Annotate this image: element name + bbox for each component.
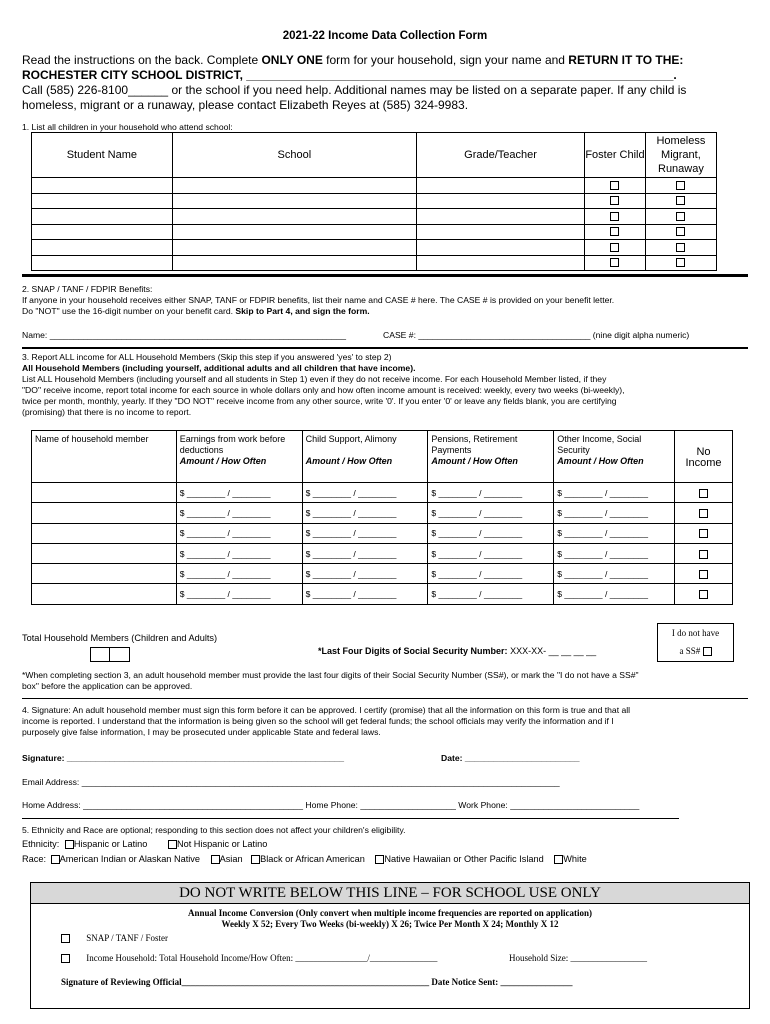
student-name-cell[interactable]	[32, 193, 173, 209]
amount-cell[interactable]: $ ________ / ________	[302, 503, 428, 523]
section2-label: 2. SNAP / TANF / FDPIR Benefits:	[22, 284, 153, 294]
table-row	[32, 255, 717, 271]
member-name-cell[interactable]	[32, 483, 177, 503]
amount-cell[interactable]: $ ________ / ________	[554, 523, 675, 543]
divider	[22, 698, 748, 699]
divider	[22, 274, 748, 277]
no-income-checkbox[interactable]	[699, 590, 708, 599]
foster-checkbox[interactable]	[610, 196, 619, 205]
ssn-field[interactable]: *Last Four Digits of Social Security Number: XXX-XX- __ __ __ __	[318, 646, 597, 656]
col-student-name: Student Name	[32, 133, 173, 178]
no-ssn-box: I do not have a SS#	[657, 623, 734, 662]
race-white-checkbox[interactable]	[554, 855, 563, 864]
table-row	[32, 240, 717, 256]
school-use-section	[30, 882, 750, 1009]
table-row	[32, 209, 717, 225]
homeless-line: homeless, migrant or a runaway, please contact Elizabeth Reyes at (585) 324-9983.	[22, 98, 469, 112]
amount-cell[interactable]: $ ________ / ________	[176, 584, 302, 604]
divider	[22, 347, 748, 349]
amount-cell[interactable]: $ ________ / ________	[176, 483, 302, 503]
homeless-checkbox[interactable]	[676, 258, 685, 267]
race-black-checkbox[interactable]	[251, 855, 260, 864]
amount-cell[interactable]: $ ________ / ________	[428, 564, 554, 584]
table-row	[32, 564, 733, 584]
section3-text4: (promising) that there is no income to report.	[22, 407, 192, 417]
amount-cell[interactable]: $ ________ / ________	[428, 503, 554, 523]
homeless-cell	[645, 255, 716, 271]
homeless-checkbox[interactable]	[676, 243, 685, 252]
signature-field[interactable]: Signature: __________________________________________________________	[22, 753, 345, 763]
no-income-cell	[675, 483, 733, 503]
amount-cell[interactable]: $ ________ / ________	[302, 564, 428, 584]
grade-teacher-cell[interactable]	[417, 240, 585, 256]
amount-cell[interactable]: $ ________ / ________	[554, 564, 675, 584]
grade-teacher-cell[interactable]	[417, 178, 585, 194]
amount-cell[interactable]: $ ________ / ________	[428, 523, 554, 543]
total-members-label: Total Household Members (Children and Adults)	[22, 633, 218, 643]
table-row	[32, 543, 733, 563]
homeless-cell	[645, 193, 716, 209]
amount-cell[interactable]: $ ________ / ________	[176, 564, 302, 584]
household-size-field[interactable]: Household Size: _________________	[509, 953, 647, 963]
race-asian-checkbox[interactable]	[211, 855, 220, 864]
table-row	[32, 503, 733, 523]
homeless-checkbox[interactable]	[676, 196, 685, 205]
table-row	[32, 523, 733, 543]
no-income-checkbox[interactable]	[699, 529, 708, 538]
income-household-row: Income Household: Total Household Income/How Often: ________________/_______________	[61, 953, 437, 963]
race-american-indian-checkbox[interactable]	[51, 855, 60, 864]
amount-cell[interactable]: $ ________ / ________	[302, 543, 428, 563]
foster-cell	[585, 224, 646, 240]
ethnicity-row: Ethnicity: Hispanic or Latino Not Hispanic or Latino	[22, 839, 268, 849]
col-grade-teacher: Grade/Teacher	[417, 133, 585, 178]
col-earnings: Earnings from work before deductions Amount / How Often	[176, 431, 302, 483]
no-income-cell	[675, 584, 733, 604]
section3-label: 3. Report ALL income for ALL Household Members (Skip this step if you answered 'yes' to step 2)	[22, 352, 392, 362]
grade-teacher-cell[interactable]	[417, 224, 585, 240]
school-cell[interactable]	[172, 209, 416, 225]
no-income-checkbox[interactable]	[699, 550, 708, 559]
student-name-cell[interactable]	[32, 255, 173, 271]
email-field[interactable]: Email Address: ____________________________________________________________________________________________________	[22, 777, 560, 787]
amount-cell[interactable]: $ ________ / ________	[176, 523, 302, 543]
snap-row: SNAP / TANF / Foster	[61, 933, 168, 943]
district-line: ROCHESTER CITY SCHOOL DISTRICT, ________________________________________________________________.	[22, 68, 677, 82]
section4-text: 4. Signature: An adult household member must sign this form before it can be approved. I certify (promise) that all the information on this form is true and that all income is reported. I understand that the information is being given so the school will get federal funds; the school officials may verify the information and if I purposely give false information, I may be prosecuted under applicable State and federal laws.	[22, 705, 631, 737]
no-income-checkbox[interactable]	[699, 489, 708, 498]
amount-cell[interactable]: $ ________ / ________	[428, 543, 554, 563]
section1-label: 1. List all children in your household who attend school:	[22, 122, 233, 132]
reviewing-official-field[interactable]: Signature of Reviewing Official_______________________________________________________ Date Notice Sent: ________________	[61, 977, 573, 987]
home-address-field[interactable]: Home Address: ______________________________________________ Home Phone: ____________________ Work Phone: ___________________________	[22, 800, 640, 810]
hispanic-checkbox[interactable]	[65, 840, 74, 849]
income-table	[31, 430, 733, 605]
col-foster-child: Foster Child	[585, 133, 646, 178]
amount-cell[interactable]: $ ________ / ________	[302, 483, 428, 503]
foster-checkbox[interactable]	[610, 243, 619, 252]
grade-teacher-cell[interactable]	[417, 193, 585, 209]
snap-name-field[interactable]: Name: ______________________________________________________________	[22, 330, 347, 340]
col-child-support: Child Support, Alimony Amount / How Often	[302, 431, 428, 483]
section3-bold: All Household Members (including yourself, additional adults and all children that have income).	[22, 363, 416, 373]
member-name-cell[interactable]	[32, 584, 177, 604]
amount-cell[interactable]: $ ________ / ________	[554, 483, 675, 503]
amount-cell[interactable]: $ ________ / ________	[428, 483, 554, 503]
table-row	[32, 193, 717, 209]
amount-cell[interactable]: $ ________ / ________	[428, 584, 554, 604]
amount-cell[interactable]: $ ________ / ________	[176, 543, 302, 563]
section3-text1: List ALL Household Members (including yourself and all students in Step 1) even if they do not receive income. For each Household Member listed, if they	[22, 374, 607, 384]
foster-cell	[585, 240, 646, 256]
member-name-cell[interactable]	[32, 523, 177, 543]
not-hispanic-checkbox[interactable]	[168, 840, 177, 849]
no-income-checkbox[interactable]	[699, 570, 708, 579]
foster-checkbox[interactable]	[610, 227, 619, 236]
no-income-checkbox[interactable]	[699, 509, 708, 518]
homeless-checkbox[interactable]	[676, 227, 685, 236]
no-income-cell	[675, 564, 733, 584]
foster-cell	[585, 209, 646, 225]
school-use-heading: DO NOT WRITE BELOW THIS LINE – FOR SCHOOL USE ONLY	[31, 883, 749, 904]
table-row	[32, 483, 733, 503]
no-income-cell	[675, 543, 733, 563]
col-member-name: Name of household member	[32, 431, 177, 483]
form-title: 2021-22 Income Data Collection Form	[282, 30, 488, 42]
amount-cell[interactable]: $ ________ / ________	[302, 523, 428, 543]
section3-text3: twice per month, monthly, yearly. If they "DO NOT" receive income from any other source, write '0'. If you enter '0' or leave any fields blank, you are certifying	[22, 396, 617, 406]
col-other-income: Other Income, Social Security Amount / How Often	[554, 431, 675, 483]
section5-label: 5. Ethnicity and Race are optional; responding to this section does not affect your children's eligibility.	[22, 825, 406, 835]
member-name-cell[interactable]	[32, 564, 177, 584]
amount-cell[interactable]: $ ________ / ________	[176, 503, 302, 523]
ssn-note: *When completing section 3, an adult household member must provide the last four digits of their Social Security Number (SS#), or mark the "I do not have a SS#" box" before the application can be approved.	[22, 670, 639, 691]
homeless-cell	[645, 178, 716, 194]
member-name-cell[interactable]	[32, 543, 177, 563]
table-row	[32, 224, 717, 240]
student-name-cell[interactable]	[32, 240, 173, 256]
grade-teacher-cell[interactable]	[417, 209, 585, 225]
children-table	[31, 132, 717, 271]
section2-text: If anyone in your household receives either SNAP, TANF or FDPIR benefits, list their name and CASE # here. The CASE # is provided on your benefit letter.	[22, 295, 615, 305]
col-pensions: Pensions, Retirement Payments Amount / How Often	[428, 431, 554, 483]
col-no-income: No Income	[675, 431, 733, 483]
snap-case-field[interactable]: CASE #: ____________________________________ (nine digit alpha numeric)	[383, 330, 690, 340]
grade-teacher-cell[interactable]	[417, 255, 585, 271]
no-income-cell	[675, 503, 733, 523]
student-name-cell[interactable]	[32, 209, 173, 225]
total-members-box[interactable]	[90, 647, 130, 662]
student-name-cell[interactable]	[32, 178, 173, 194]
homeless-checkbox[interactable]	[676, 212, 685, 221]
homeless-cell	[645, 240, 716, 256]
race-row: Race: American Indian or Alaskan Native Asian Black or African American Native Hawaiian or Other Pacific Island White	[22, 854, 587, 864]
divider	[22, 818, 679, 819]
date-field[interactable]: Date: ________________________	[441, 753, 580, 763]
foster-cell	[585, 193, 646, 209]
homeless-cell	[645, 224, 716, 240]
amount-cell[interactable]: $ ________ / ________	[302, 584, 428, 604]
homeless-checkbox[interactable]	[676, 181, 685, 190]
member-name-cell[interactable]	[32, 503, 177, 523]
snap-checkbox[interactable]	[61, 934, 70, 943]
amount-cell[interactable]: $ ________ / ________	[554, 503, 675, 523]
income-household-checkbox[interactable]	[61, 954, 70, 963]
no-ssn-checkbox[interactable]	[703, 647, 712, 656]
table-row	[32, 178, 717, 194]
help-line: Call (585) 226-8100______ or the school if you need help. Additional names may be listed on a separate paper. If any child is	[22, 83, 687, 97]
foster-cell	[585, 178, 646, 194]
col-homeless: Homeless Migrant, Runaway	[645, 133, 716, 178]
table-row	[32, 584, 733, 604]
homeless-cell	[645, 209, 716, 225]
no-income-cell	[675, 523, 733, 543]
school-cell[interactable]	[172, 240, 416, 256]
intro-instructions: Read the instructions on the back. Complete ONLY ONE form for your household, sign your name and RETURN IT TO THE: ROCHESTER CITY SCHOOL DISTRICT, ________________________________________________________________. Call (585) 226-8100______ or the school if you need help. Additional names may be listed on a separate paper. If any child is homeless, migrant or a runaway, please contact Elizabeth Reyes at (585) 324-9983.	[22, 53, 752, 113]
foster-checkbox[interactable]	[610, 258, 619, 267]
section3-text2: "DO" receive income, report total income for each source in whole dollars only and how often income amount is received: weekly, every two weeks (bi-weekly),	[22, 385, 625, 395]
school-cell[interactable]	[172, 255, 416, 271]
foster-checkbox[interactable]	[610, 181, 619, 190]
income-conversion: Annual Income Conversion (Only convert when multiple income frequencies are reported on application) Weekly X 52; Every Two Weeks (bi-weekly) X 26; Twice Per Month X 24; Monthly X 12	[188, 908, 592, 929]
school-cell[interactable]	[172, 178, 416, 194]
col-school: School	[172, 133, 416, 178]
amount-cell[interactable]: $ ________ / ________	[554, 543, 675, 563]
school-cell[interactable]	[172, 224, 416, 240]
foster-cell	[585, 255, 646, 271]
section2-text2: Do "NOT" use the 16-digit number on your benefit card. Skip to Part 4, and sign the form.	[22, 306, 370, 316]
school-cell[interactable]	[172, 193, 416, 209]
amount-cell[interactable]: $ ________ / ________	[554, 584, 675, 604]
foster-checkbox[interactable]	[610, 212, 619, 221]
student-name-cell[interactable]	[32, 224, 173, 240]
